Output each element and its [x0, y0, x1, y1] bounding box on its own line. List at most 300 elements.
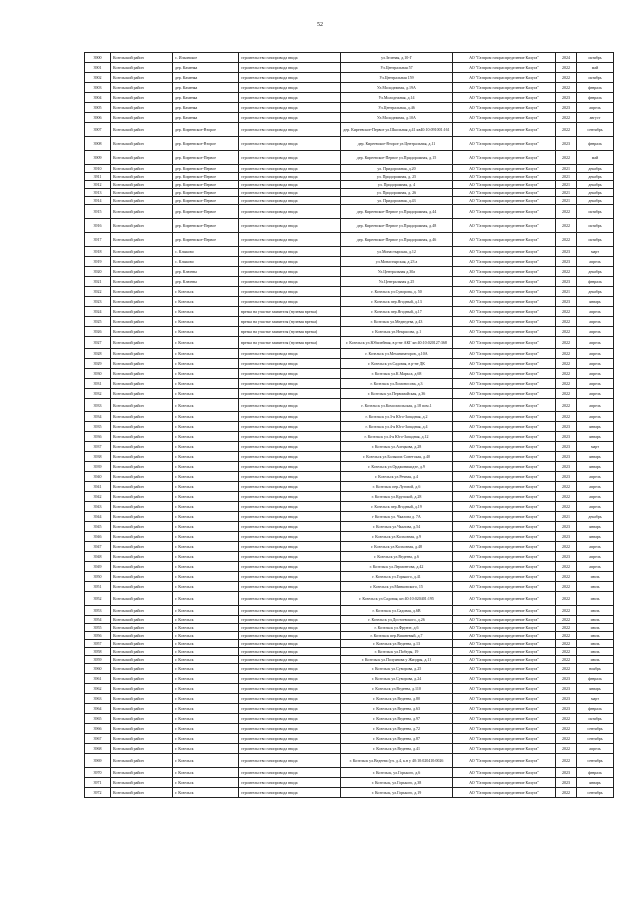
- year-cell: 2023: [556, 442, 577, 452]
- work-type-cell: строительство газопровода ввода: [239, 778, 341, 788]
- row-number-cell: 3920: [85, 267, 111, 277]
- month-cell: декабрь: [577, 173, 614, 181]
- year-cell: 2022: [556, 233, 577, 247]
- table-row: [85, 472, 614, 482]
- table-row: [85, 247, 614, 257]
- row-number-cell: 3912: [85, 181, 111, 189]
- settlement-cell: г. Козельск: [173, 592, 239, 606]
- table-row: [85, 616, 614, 624]
- district-cell: Козельский район: [111, 63, 173, 73]
- row-number-cell: 3914: [85, 197, 111, 205]
- address-cell: г. Козельск ул.4-я Юго-Западная, д.4: [341, 422, 453, 432]
- organization-cell: АО "Газпром газораспределение Калуга": [453, 123, 556, 137]
- settlement-cell: г. Козельск: [173, 532, 239, 542]
- year-cell: 2022: [556, 616, 577, 624]
- organization-cell: АО "Газпром газораспределение Калуга": [453, 137, 556, 151]
- district-cell: Козельский район: [111, 197, 173, 205]
- district-cell: Козельский район: [111, 412, 173, 422]
- organization-cell: АО "Газпром газораспределение Калуга": [453, 337, 556, 349]
- row-number-cell: 3950: [85, 572, 111, 582]
- settlement-cell: г. Козельск: [173, 674, 239, 684]
- address-cell: г. Козельск ул.Первомайская, д.36: [341, 389, 453, 399]
- row-number-cell: 3902: [85, 73, 111, 83]
- table-row: [85, 592, 614, 606]
- settlement-cell: дер. Киреевское-Первое: [173, 181, 239, 189]
- month-cell: сентябрь: [577, 724, 614, 734]
- month-cell: октябрь: [577, 714, 614, 724]
- district-cell: Козельский район: [111, 492, 173, 502]
- organization-cell: АО "Газпром газораспределение Калуга": [453, 432, 556, 442]
- table-row: [85, 632, 614, 640]
- work-type-cell: врезка на участке заявителя (нулевая врезка): [239, 327, 341, 337]
- organization-cell: АО "Газпром газораспределение Калуга": [453, 233, 556, 247]
- table-row: [85, 53, 614, 63]
- work-type-cell: строительство газопровода ввода: [239, 442, 341, 452]
- month-cell: апрель: [577, 492, 614, 502]
- year-cell: 2023: [556, 522, 577, 532]
- month-cell: февраль: [577, 93, 614, 103]
- year-cell: 2023: [556, 103, 577, 113]
- work-type-cell: строительство газопровода ввода: [239, 103, 341, 113]
- table-row: [85, 492, 614, 502]
- row-number-cell: 3937: [85, 442, 111, 452]
- row-number-cell: 3910: [85, 165, 111, 173]
- row-number-cell: 3967: [85, 734, 111, 744]
- settlement-cell: г. Козельск: [173, 432, 239, 442]
- work-type-cell: строительство газопровода ввода: [239, 624, 341, 632]
- row-number-cell: 3901: [85, 63, 111, 73]
- month-cell: февраль: [577, 768, 614, 778]
- table-row: [85, 389, 614, 399]
- year-cell: 2022: [556, 205, 577, 219]
- organization-cell: АО "Газпром газораспределение Калуга": [453, 452, 556, 462]
- work-type-cell: строительство газопровода ввода: [239, 389, 341, 399]
- year-cell: 2021: [556, 189, 577, 197]
- row-number-cell: 3905: [85, 103, 111, 113]
- settlement-cell: г. Козельск: [173, 656, 239, 664]
- settlement-cell: г. Козельск: [173, 522, 239, 532]
- organization-cell: АО "Газпром газораспределение Калуга": [453, 724, 556, 734]
- row-number-cell: 3965: [85, 714, 111, 724]
- address-cell: г. Козельск ул.Ведеева, д.87: [341, 734, 453, 744]
- year-cell: 2022: [556, 337, 577, 349]
- address-cell: Ул.Центральная д.25: [341, 277, 453, 287]
- district-cell: Козельский район: [111, 648, 173, 656]
- district-cell: Козельский район: [111, 103, 173, 113]
- month-cell: февраль: [577, 83, 614, 93]
- table-row: [85, 137, 614, 151]
- table-row: [85, 582, 614, 592]
- year-cell: 2021: [556, 512, 577, 522]
- year-cell: 2023: [556, 778, 577, 788]
- year-cell: 2023: [556, 277, 577, 287]
- district-cell: Козельский район: [111, 359, 173, 369]
- address-cell: дер. Киреевское-Второе ул.Центральная, д.11: [341, 137, 453, 151]
- month-cell: июль: [577, 582, 614, 592]
- address-cell: дер. Киреевское-Первое ул.Придорожная, д.44: [341, 205, 453, 219]
- work-type-cell: строительство газопровода ввода: [239, 83, 341, 93]
- settlement-cell: г. Козельск: [173, 349, 239, 359]
- month-cell: апрель: [577, 472, 614, 482]
- month-cell: апрель: [577, 412, 614, 422]
- organization-cell: АО "Газпром газораспределение Калуга": [453, 83, 556, 93]
- settlement-cell: г. Козельск: [173, 754, 239, 768]
- year-cell: 2022: [556, 317, 577, 327]
- organization-cell: АО "Газпром газораспределение Калуга": [453, 624, 556, 632]
- month-cell: апрель: [577, 542, 614, 552]
- row-number-cell: 3946: [85, 532, 111, 542]
- work-type-cell: строительство газопровода ввода: [239, 349, 341, 359]
- work-type-cell: строительство газопровода ввода: [239, 73, 341, 83]
- district-cell: Козельский район: [111, 165, 173, 173]
- year-cell: 2021: [556, 287, 577, 297]
- district-cell: Козельский район: [111, 205, 173, 219]
- year-cell: 2022: [556, 63, 577, 73]
- district-cell: Козельский район: [111, 624, 173, 632]
- district-cell: Козельский район: [111, 432, 173, 442]
- year-cell: 2023: [556, 247, 577, 257]
- district-cell: Козельский район: [111, 277, 173, 287]
- organization-cell: АО "Газпром газораспределение Калуга": [453, 53, 556, 63]
- month-cell: апрель: [577, 369, 614, 379]
- work-type-cell: строительство газопровода ввода: [239, 287, 341, 297]
- work-type-cell: строительство газопровода ввода: [239, 552, 341, 562]
- row-number-cell: 3942: [85, 492, 111, 502]
- address-cell: г. Козельск ул.Чкалова, д.54: [341, 522, 453, 532]
- settlement-cell: г. Козельск: [173, 744, 239, 754]
- work-type-cell: строительство газопровода ввода: [239, 592, 341, 606]
- work-type-cell: врезка на участке заявителя (нулевая врезка): [239, 317, 341, 327]
- address-cell: г. Козельск ул.Садовая, кн 40:10:020401:195: [341, 592, 453, 606]
- settlement-cell: с. Клыково: [173, 257, 239, 267]
- settlement-cell: г. Козельск: [173, 472, 239, 482]
- table-row: [85, 379, 614, 389]
- month-cell: январь: [577, 297, 614, 307]
- district-cell: Козельский район: [111, 181, 173, 189]
- year-cell: 2022: [556, 788, 577, 798]
- address-cell: ул.Монастырская, д.23 а: [341, 257, 453, 267]
- month-cell: июль: [577, 648, 614, 656]
- address-cell: г. Козельск ул.Победы, 19: [341, 648, 453, 656]
- organization-cell: АО "Газпром газораспределение Калуга": [453, 389, 556, 399]
- address-cell: г. Козельск ул.Ведеева, д.110: [341, 684, 453, 694]
- address-cell: Ул.Молодежная, д.10А: [341, 113, 453, 123]
- row-number-cell: 3925: [85, 317, 111, 327]
- settlement-cell: г. Козельск: [173, 572, 239, 582]
- work-type-cell: строительство газопровода ввода: [239, 369, 341, 379]
- table-row: [85, 327, 614, 337]
- row-number-cell: 3923: [85, 297, 111, 307]
- organization-cell: АО "Газпром газораспределение Калуга": [453, 482, 556, 492]
- work-type-cell: строительство газопровода ввода: [239, 664, 341, 674]
- work-type-cell: строительство газопровода ввода: [239, 472, 341, 482]
- work-type-cell: строительство газопровода ввода: [239, 233, 341, 247]
- work-type-cell: строительство газопровода ввода: [239, 744, 341, 754]
- month-cell: апрель: [577, 103, 614, 113]
- address-cell: г. Козельск ул.Фрунзе, д.6: [341, 624, 453, 632]
- district-cell: Козельский район: [111, 616, 173, 624]
- row-number-cell: 3958: [85, 648, 111, 656]
- year-cell: 2022: [556, 648, 577, 656]
- organization-cell: АО "Газпром газораспределение Калуга": [453, 327, 556, 337]
- organization-cell: АО "Газпром газораспределение Калуга": [453, 412, 556, 422]
- district-cell: Козельский район: [111, 482, 173, 492]
- year-cell: 2021: [556, 197, 577, 205]
- work-type-cell: строительство газопровода ввода: [239, 422, 341, 432]
- year-cell: 2022: [556, 267, 577, 277]
- organization-cell: АО "Газпром газораспределение Калуга": [453, 349, 556, 359]
- organization-cell: АО "Газпром газораспределение Калуга": [453, 648, 556, 656]
- settlement-cell: дер. Каменка: [173, 63, 239, 73]
- row-number-cell: 3921: [85, 277, 111, 287]
- year-cell: 2021: [556, 165, 577, 173]
- address-cell: ул. Придорожная, д.43: [341, 197, 453, 205]
- district-cell: Козельский район: [111, 572, 173, 582]
- district-cell: Козельский район: [111, 694, 173, 704]
- organization-cell: АО "Газпром газораспределение Калуга": [453, 542, 556, 552]
- row-number-cell: 3968: [85, 744, 111, 754]
- organization-cell: АО "Газпром газораспределение Калуга": [453, 277, 556, 287]
- address-cell: дер. Киреевское-Первое ул.Придорожная, д.48: [341, 219, 453, 233]
- year-cell: 2023: [556, 704, 577, 714]
- row-number-cell: 3911: [85, 173, 111, 181]
- table-row: [85, 267, 614, 277]
- month-cell: март: [577, 247, 614, 257]
- settlement-cell: дер. Киреевское-Первое: [173, 189, 239, 197]
- table-row: [85, 277, 614, 287]
- row-number-cell: 3963: [85, 694, 111, 704]
- table-row: [85, 73, 614, 83]
- settlement-cell: г. Козельск: [173, 632, 239, 640]
- address-cell: ул. Придорожная, д. 26: [341, 189, 453, 197]
- year-cell: 2023: [556, 93, 577, 103]
- organization-cell: АО "Газпром газораспределение Калуга": [453, 247, 556, 257]
- year-cell: 2022: [556, 734, 577, 744]
- table-body: [85, 53, 614, 798]
- address-cell: г. Козельск ул.Алецкова, д.28: [341, 442, 453, 452]
- organization-cell: АО "Газпром газораспределение Калуга": [453, 562, 556, 572]
- district-cell: Козельский район: [111, 724, 173, 734]
- table-row: [85, 714, 614, 724]
- address-cell: Ул.Центральная д.30а: [341, 267, 453, 277]
- page-number: 52: [317, 22, 323, 28]
- row-number-cell: 3931: [85, 379, 111, 389]
- year-cell: 2022: [556, 656, 577, 664]
- month-cell: апрель: [577, 552, 614, 562]
- work-type-cell: строительство газопровода ввода: [239, 297, 341, 307]
- month-cell: март: [577, 442, 614, 452]
- settlement-cell: дер. Киреевское-Первое: [173, 233, 239, 247]
- address-cell: г. Козельск ул.Крупской, д.28: [341, 492, 453, 502]
- year-cell: 2023: [556, 462, 577, 472]
- address-cell: дер. Киреевское-Первое ул.Школьная д.41 кв40:10:091001:161: [341, 123, 453, 137]
- settlement-cell: г. Козельск: [173, 379, 239, 389]
- settlement-cell: дер. Киреевское-Второе: [173, 123, 239, 137]
- organization-cell: АО "Газпром газораспределение Калуга": [453, 93, 556, 103]
- year-cell: 2022: [556, 502, 577, 512]
- address-cell: ул.Зеленая, д.10-Г: [341, 53, 453, 63]
- table-row: [85, 233, 614, 247]
- organization-cell: АО "Газпром газораспределение Калуга": [453, 492, 556, 502]
- row-number-cell: 3940: [85, 472, 111, 482]
- month-cell: декабрь: [577, 267, 614, 277]
- table-row: [85, 606, 614, 616]
- district-cell: Козельский район: [111, 640, 173, 648]
- district-cell: Козельский район: [111, 307, 173, 317]
- address-cell: г. Козельск ул.Суворова, д.25: [341, 664, 453, 674]
- district-cell: Козельский район: [111, 422, 173, 432]
- table-row: [85, 412, 614, 422]
- address-cell: г. Козельск ул.Речная, д.4: [341, 472, 453, 482]
- work-type-cell: строительство газопровода ввода: [239, 582, 341, 592]
- year-cell: 2023: [556, 532, 577, 542]
- work-type-cell: строительство газопровода ввода: [239, 53, 341, 63]
- settlement-cell: дер. Клюевы: [173, 277, 239, 287]
- district-cell: Козельский район: [111, 327, 173, 337]
- month-cell: июль: [577, 572, 614, 582]
- organization-cell: АО "Газпром газораспределение Калуга": [453, 422, 556, 432]
- organization-cell: АО "Газпром газораспределение Калуга": [453, 714, 556, 724]
- year-cell: 2022: [556, 349, 577, 359]
- address-cell: г. Козельск пер.Ягодный, д.13: [341, 297, 453, 307]
- row-number-cell: 3970: [85, 768, 111, 778]
- year-cell: 2022: [556, 151, 577, 165]
- table-row: [85, 704, 614, 714]
- year-cell: 2022: [556, 327, 577, 337]
- address-cell: г. Козельск ул.Полуянова у Жиздры, д.11: [341, 656, 453, 664]
- address-cell: г. Козельск ул.Больших Советская, д.40: [341, 452, 453, 462]
- work-type-cell: строительство газопровода ввода: [239, 606, 341, 616]
- settlement-cell: с. Ильинское: [173, 53, 239, 63]
- work-type-cell: строительство газопровода ввода: [239, 432, 341, 442]
- row-number-cell: 3909: [85, 151, 111, 165]
- organization-cell: АО "Газпром газораспределение Калуга": [453, 189, 556, 197]
- organization-cell: АО "Газпром газораспределение Калуга": [453, 582, 556, 592]
- work-type-cell: строительство газопровода ввода: [239, 267, 341, 277]
- month-cell: сентябрь: [577, 754, 614, 768]
- table-row: [85, 542, 614, 552]
- table-row: [85, 83, 614, 93]
- table-row: [85, 257, 614, 267]
- settlement-cell: г. Козельск: [173, 684, 239, 694]
- work-type-cell: строительство газопровода ввода: [239, 572, 341, 582]
- table-row: [85, 572, 614, 582]
- organization-cell: АО "Газпром газораспределение Калуга": [453, 472, 556, 482]
- organization-cell: АО "Газпром газораспределение Калуга": [453, 442, 556, 452]
- gas-connections-table: [84, 52, 614, 798]
- settlement-cell: г. Козельск: [173, 492, 239, 502]
- row-number-cell: 3917: [85, 233, 111, 247]
- settlement-cell: г. Козельск: [173, 337, 239, 349]
- work-type-cell: строительство газопровода ввода: [239, 694, 341, 704]
- district-cell: Козельский район: [111, 684, 173, 694]
- month-cell: январь: [577, 452, 614, 462]
- work-type-cell: строительство газопровода ввода: [239, 714, 341, 724]
- year-cell: 2022: [556, 714, 577, 724]
- district-cell: Козельский район: [111, 287, 173, 297]
- district-cell: Козельский район: [111, 656, 173, 664]
- work-type-cell: строительство газопровода ввода: [239, 277, 341, 287]
- settlement-cell: г. Козельск: [173, 422, 239, 432]
- work-type-cell: строительство газопровода ввода: [239, 532, 341, 542]
- row-number-cell: 3960: [85, 664, 111, 674]
- row-number-cell: 3959: [85, 656, 111, 664]
- month-cell: октябрь: [577, 205, 614, 219]
- year-cell: 2022: [556, 572, 577, 582]
- work-type-cell: строительство газопровода ввода: [239, 616, 341, 624]
- work-type-cell: строительство газопровода ввода: [239, 754, 341, 768]
- settlement-cell: г. Козельск: [173, 317, 239, 327]
- row-number-cell: 3961: [85, 674, 111, 684]
- month-cell: декабрь: [577, 165, 614, 173]
- month-cell: июль: [577, 640, 614, 648]
- year-cell: 2022: [556, 399, 577, 412]
- table-row: [85, 768, 614, 778]
- settlement-cell: г. Козельск: [173, 768, 239, 778]
- district-cell: Козельский район: [111, 532, 173, 542]
- address-cell: ул. Придорожная, д. 4: [341, 181, 453, 189]
- work-type-cell: врезка на участке заявителя (нулевая врезка): [239, 337, 341, 349]
- month-cell: июль: [577, 624, 614, 632]
- address-cell: г. Козельск ул.Юбилейная, в р-не АКГ кн 40:10:020127:368: [341, 337, 453, 349]
- row-number-cell: 3924: [85, 307, 111, 317]
- settlement-cell: г. Козельск: [173, 389, 239, 399]
- table-row: [85, 287, 614, 297]
- work-type-cell: строительство газопровода ввода: [239, 562, 341, 572]
- district-cell: Козельский район: [111, 113, 173, 123]
- year-cell: 2022: [556, 307, 577, 317]
- year-cell: 2023: [556, 768, 577, 778]
- row-number-cell: 3927: [85, 337, 111, 349]
- row-number-cell: 3938: [85, 452, 111, 462]
- year-cell: 2022: [556, 562, 577, 572]
- year-cell: 2022: [556, 592, 577, 606]
- row-number-cell: 3954: [85, 616, 111, 624]
- address-cell: г. Козельск ул.Ведеева, д.97: [341, 714, 453, 724]
- month-cell: октябрь: [577, 53, 614, 63]
- table-row: [85, 205, 614, 219]
- month-cell: апрель: [577, 327, 614, 337]
- year-cell: 2022: [556, 632, 577, 640]
- month-cell: январь: [577, 778, 614, 788]
- row-number-cell: 3933: [85, 399, 111, 412]
- settlement-cell: г. Козельск: [173, 788, 239, 798]
- month-cell: апрель: [577, 317, 614, 327]
- month-cell: октябрь: [577, 233, 614, 247]
- year-cell: 2022: [556, 606, 577, 616]
- address-cell: г. Козельск, ул.Горького, д.19: [341, 788, 453, 798]
- settlement-cell: г. Козельск: [173, 442, 239, 452]
- year-cell: 2022: [556, 359, 577, 369]
- table-row: [85, 337, 614, 349]
- work-type-cell: строительство газопровода ввода: [239, 640, 341, 648]
- address-cell: г. Козельск ул.Лермонтова, д.42: [341, 562, 453, 572]
- year-cell: 2022: [556, 83, 577, 93]
- table-row: [85, 181, 614, 189]
- organization-cell: АО "Газпром газораспределение Калуга": [453, 572, 556, 582]
- organization-cell: АО "Газпром газораспределение Калуга": [453, 606, 556, 616]
- year-cell: 2022: [556, 582, 577, 592]
- settlement-cell: дер. Клюевы: [173, 267, 239, 277]
- month-cell: август: [577, 113, 614, 123]
- month-cell: апрель: [577, 744, 614, 754]
- district-cell: Козельский район: [111, 399, 173, 412]
- district-cell: Козельский район: [111, 389, 173, 399]
- organization-cell: АО "Газпром газораспределение Калуга": [453, 694, 556, 704]
- district-cell: Козельский район: [111, 582, 173, 592]
- table-row: [85, 432, 614, 442]
- organization-cell: АО "Газпром газораспределение Калуга": [453, 151, 556, 165]
